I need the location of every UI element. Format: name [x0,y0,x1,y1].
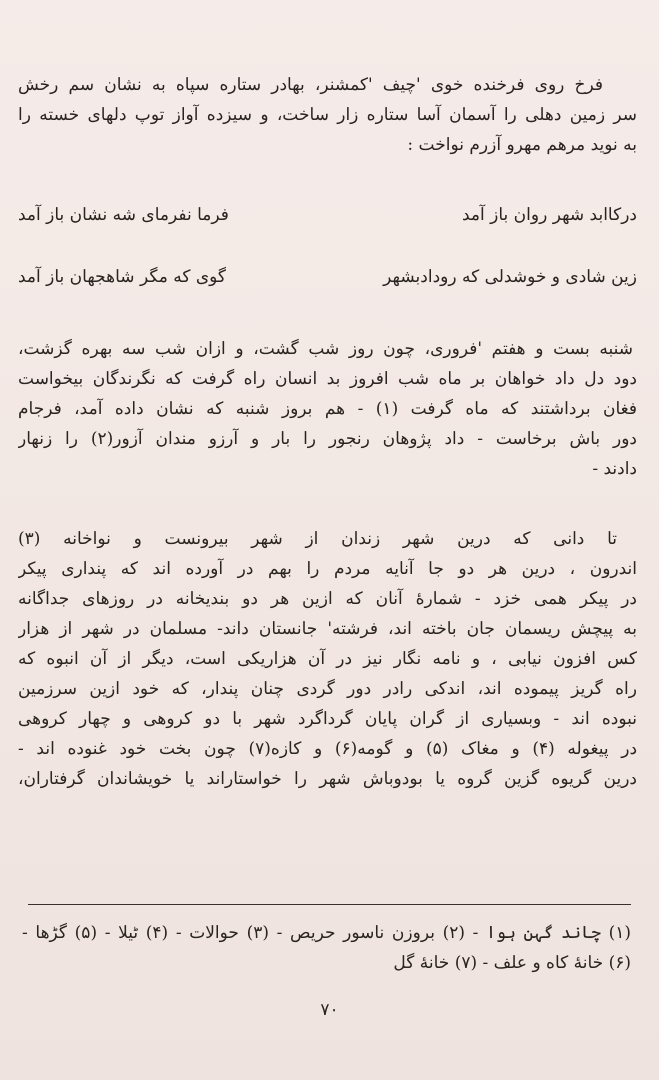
text-line: در پیکر همی خزد - شمارهٔ آنان که ازین هر دو بندیخانه در روزهای جداگانه [18,589,637,609]
text-line: دود دل داد خواهان بر ماه شب افروز بد انسان راه گرفت که نگرندگان بیخواست [18,369,637,389]
footnote-line: (۶) خانهٔ کاه و علف - (۷) خانهٔ گل [393,953,631,973]
footnotes [22,918,631,978]
text-line: سر زمین دهلی را آسمان آسا ستاره زار ساخت، و سیزده آواز توپ دلهای خسته را [18,105,637,125]
main-text [18,70,637,794]
text-line: دادند - [592,459,637,479]
verse-line [18,200,637,230]
text-line: کس افزون نیابی ، و نامه نگار نیز در آن هزاریکی است، دیگر از آن انبوه که [18,649,637,669]
verse-line [18,262,637,292]
text-line: راه گریز پیموده اند، اندکی رادر دور گردی چنان پندار، که خود ازین سرزمین [18,679,637,699]
paragraph-3 [18,524,637,794]
text-line: به نوید مرهم مهرو آزرم نواخت : [407,135,637,155]
text-line: تا دانی که درین شهر زندان از شهر بیرونست و نواخانه (۳) [18,529,617,549]
verse-hemistich-right: درکاابد شهر روان باز آمد [461,205,637,225]
text-line: به پیچش ریسمان جان باخته اند، فرشته' جانستان داند- مسلمان در شهر از هزار [18,619,637,639]
footnote-divider [28,904,631,905]
text-line: شنبه بست و هفتم 'فروری، چون روز شب گشت، و ازان شب سه بهره گزشت، [18,339,633,359]
verses [18,200,637,292]
text-line: نبوده اند - وبسیاری از گران پایان گرداگرد شهر با دو کروهی و چهار کروهی [18,709,637,729]
text-line: فرخ روی فرخنده خوی 'چیف 'کمشنر، بهادر ستاره سپاه به نشان سم رخش [18,75,603,95]
text-line: فغان برداشتند که ماه گرفت (۱) - هم بروز شنبه که نشان داده آمد، فرجام [18,399,637,419]
text-line: در پیغوله (۴) و مغاک (۵) و گومه(۶) و کازه(۷) چون بخت خود غنوده اند - [18,739,637,759]
text-line: اندرون ، درین هر دو جا آنایه مردم را بهم در آورده اند که پنداری پیکر [18,559,637,579]
verse-hemistich-right: زین شادی و خوشدلی که رودادبشهر [383,267,637,287]
paragraph-2 [18,334,637,484]
page-number: ۷۰ [320,1000,339,1020]
verse-hemistich-left: گوی که مگر شاهجهان باز آمد [18,267,227,287]
verse-hemistich-left: فرما نفرمای شه نشان باز آمد [18,205,229,225]
paragraph-1 [18,70,637,160]
text-line: دور باش برخاست - داد پژوهان رنجور را بار و آرزو مندان آزور(۲) را زنهار [18,429,637,449]
text-line: درین گریوه گزین گروه یا بودوباش شهر را خواستاراند یا خویشاندان گرفتاران، [18,769,637,789]
footnote-line: (۱) چاند گہن ہوا - (۲) بروزن ناسور حریص - (۳) حوالات - (۴) ٹیلا - (۵) گڑھا - [22,923,631,943]
